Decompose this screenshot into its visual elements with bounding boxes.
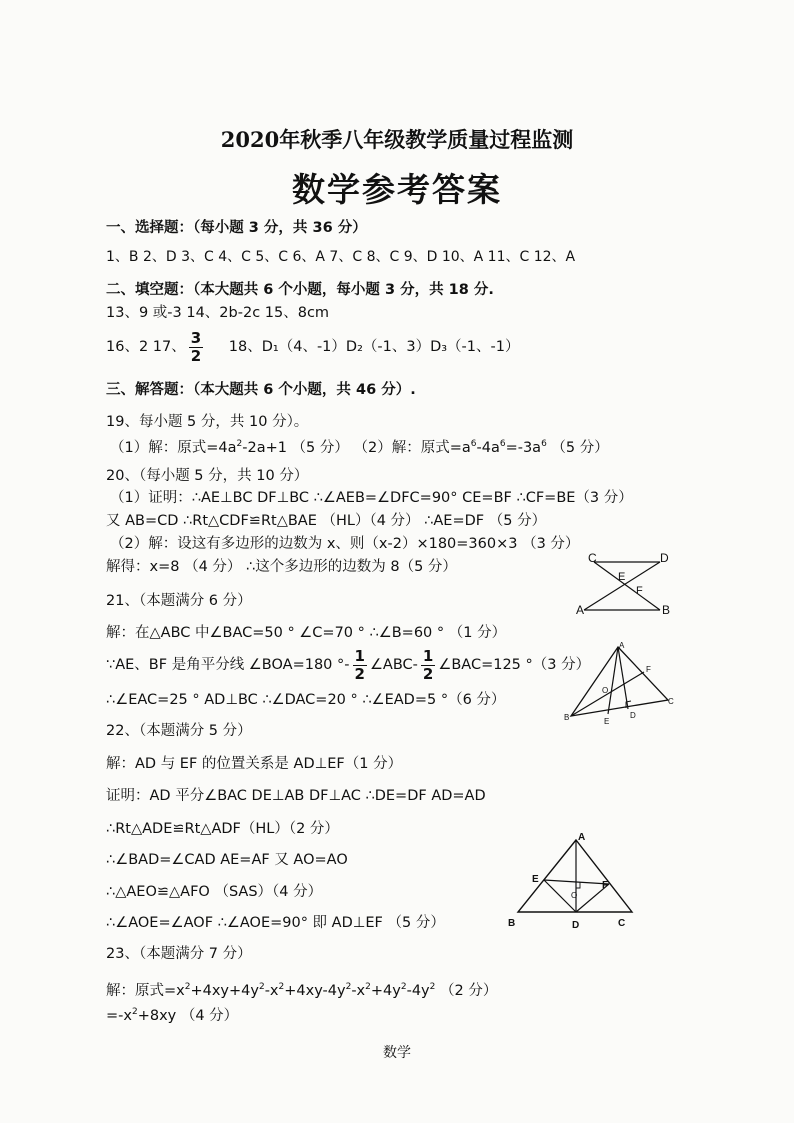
q23-line-1: 解：原式$=x^2+4xy+4y^2-x^2+4xy-4y^2-x^2+4y^2-4y^2$ （2 分） xyxy=(106,982,498,999)
fig22-label-b: B xyxy=(508,918,516,929)
q21-title: 21、（本题满分 6 分） xyxy=(106,593,252,609)
q19-title: 19、每小题 5 分，共 10 分）。 xyxy=(106,414,309,430)
q22-title: 22、（本题满分 5 分） xyxy=(106,723,252,739)
fig20-label-f: F xyxy=(636,585,643,597)
fig21-label-d: D xyxy=(630,711,636,720)
q21-line-3: ∴∠EAC=25 ° AD⊥BC ∴∠DAC=20 ° ∴∠EAD=5 °（6 分） xyxy=(106,692,506,708)
fill-18-answer: 18、D₁（4、-1）D₂（-1、3）D₃（-1、-1） xyxy=(228,339,520,355)
q20-line-4: 解得：x=8 （4 分） ∴这个多边形的边数为 8（5 分） xyxy=(106,559,457,575)
fig22-label-e: E xyxy=(532,874,539,885)
q20-figure xyxy=(576,550,680,620)
fig20-label-b: B xyxy=(662,603,671,617)
fill-16-17-prefix: 16、2 17、 xyxy=(106,339,186,355)
q21-line-2: ∵AE、BF 是角平分线 ∠BOA=180 °- $\frac{1}{2}$ ∠ABC- $\frac{1}{2}$ ∠BAC=125 °（3 分） xyxy=(106,646,591,683)
fig21-label-b: B xyxy=(564,713,570,722)
fig21-label-e: E xyxy=(604,717,610,726)
q22-line-6: ∴∠AOE=∠AOF ∴∠AOE=90° 即 AD⊥EF （5 分） xyxy=(106,915,445,931)
q21-figure xyxy=(566,642,676,737)
q20-title: 20、（每小题 5 分，共 10 分） xyxy=(106,468,309,484)
fig20-label-e: E xyxy=(618,571,626,583)
q22-line-1: 解：AD 与 EF 的位置关系是 AD⊥EF（1 分） xyxy=(106,756,403,772)
q22-figure xyxy=(508,830,638,935)
exam-title: 2020年秋季八年级教学质量过程监测 xyxy=(220,127,574,152)
fig20-label-a: A xyxy=(576,603,585,617)
fig21-label-f: F xyxy=(646,665,651,674)
fig21-label-a: A xyxy=(619,641,625,650)
fig22-label-a: A xyxy=(578,832,586,843)
q22-line-5: ∴△AEO≌△AFO （SAS）（4 分） xyxy=(106,884,323,900)
q22-line-2: 证明：AD 平分∠BAC DE⊥AB DF⊥AC ∴DE=DF AD=AD xyxy=(106,788,486,804)
q23-title: 23、（本题满分 7 分） xyxy=(106,946,252,962)
fig22-label-f: F xyxy=(602,880,609,891)
fill-answers-16-18 xyxy=(106,327,519,367)
fig22-label-d: D xyxy=(572,920,580,931)
q19-answers: （1）解：原式$=4a^2-2a+1$ （5 分） （2）解：原式$=a^6-4a^6=-3a^6$ （5 分） xyxy=(110,439,609,456)
page-footer: 数学 xyxy=(383,1045,411,1061)
choice-answers: 1、B 2、D 3、C 4、C 5、C 6、A 7、C 8、C 9、D 10、A 11、C 12、A xyxy=(106,249,576,265)
fig21-label-c: C xyxy=(668,697,674,706)
fill-answers-13-15: 13、9 或-3 14、2b-2c 15、8cm xyxy=(106,305,330,321)
q21-line-1: 解：在△ABC 中∠BAC=50 ° ∠C=70 ° ∴∠B=60 ° （1 分） xyxy=(106,625,507,641)
choice-heading: 一、选择题：（每小题 3 分，共 36 分） xyxy=(106,220,367,236)
fraction-three-halves: $\frac{3}{2}$ xyxy=(190,328,202,365)
q20-line-3: （2）解：设这有多边形的边数为 x、则（x-2）×180=360×3 （3 分） xyxy=(110,536,580,552)
fill-heading: 二、填空题：（本大题共 6 个小题，每小题 3 分，共 18 分. xyxy=(106,282,494,298)
q22-line-3: ∴Rt△ADE≌Rt△ADF（HL）（2 分） xyxy=(106,821,339,837)
q23-line-2: $=-x^2+8xy$ （4 分） xyxy=(106,1007,239,1024)
fig22-label-c: C xyxy=(618,918,626,929)
q20-line-2: 又 AB=CD ∴Rt△CDF≌Rt△BAE （HL）（4 分） ∴AE=DF （5 分） xyxy=(106,513,547,529)
solve-heading: 三、解答题：（本大题共 6 个小题，共 46 分）. xyxy=(106,382,416,398)
fig20-label-d: D xyxy=(660,551,669,565)
fig21-label-o: O xyxy=(602,686,609,695)
fig20-label-c: C xyxy=(588,551,597,565)
q20-line-1: （1）证明：∴AE⊥BC DF⊥BC ∴∠AEB=∠DFC=90° CE=BF ∴CF=BE（3 分） xyxy=(110,490,633,506)
fig22-label-o: O xyxy=(571,891,578,900)
answer-key-title: 数学参考答案 xyxy=(292,170,502,209)
q22-line-4: ∴∠BAD=∠CAD AE=AF 又 AO=AO xyxy=(106,852,348,868)
